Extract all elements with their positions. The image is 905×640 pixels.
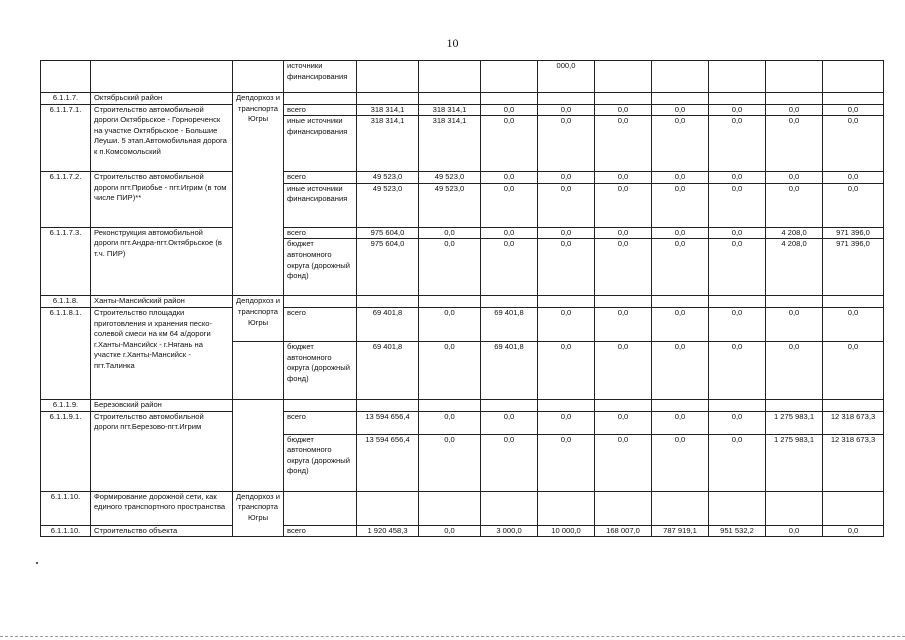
value-cell: 0,0 bbox=[709, 341, 766, 399]
value-cell: 0,0 bbox=[481, 434, 538, 491]
value-cell: 0,0 bbox=[481, 172, 538, 184]
value-cell: 69 401,8 bbox=[481, 307, 538, 341]
value-cell bbox=[709, 491, 766, 525]
value-cell bbox=[652, 296, 709, 308]
value-cell: 951 532,2 bbox=[709, 525, 766, 537]
table-row bbox=[41, 93, 884, 105]
value-cell bbox=[357, 296, 419, 308]
value-cell: 0,0 bbox=[481, 411, 538, 434]
row-source: бюджет автономного округа (дорожный фонд) bbox=[284, 434, 357, 491]
value-cell bbox=[538, 399, 595, 411]
value-cell bbox=[538, 491, 595, 525]
value-cell: 49 523,0 bbox=[419, 183, 481, 227]
value-cell: 0,0 bbox=[538, 116, 595, 172]
value-cell: 0,0 bbox=[595, 239, 652, 296]
value-cell: 0,0 bbox=[481, 239, 538, 296]
value-cell: 0,0 bbox=[481, 116, 538, 172]
row-code: 6.1.1.7. bbox=[41, 93, 91, 105]
table-row bbox=[41, 491, 884, 525]
value-cell bbox=[595, 296, 652, 308]
value-cell bbox=[595, 61, 652, 93]
row-source: бюджет автономного округа (дорожный фонд) bbox=[284, 341, 357, 399]
value-cell: 0,0 bbox=[709, 411, 766, 434]
value-cell bbox=[357, 61, 419, 93]
value-cell bbox=[419, 61, 481, 93]
budget-table bbox=[40, 60, 884, 537]
value-cell bbox=[709, 93, 766, 105]
row-executor: Депдорхоз и транспорта Югры bbox=[233, 93, 284, 296]
value-cell: 0,0 bbox=[538, 172, 595, 184]
value-cell: 0,0 bbox=[766, 104, 823, 116]
table-row bbox=[41, 296, 884, 308]
value-cell bbox=[709, 399, 766, 411]
value-cell: 0,0 bbox=[419, 411, 481, 434]
scan-dot bbox=[36, 562, 38, 564]
row-source: иные источники финансирования bbox=[284, 116, 357, 172]
value-cell: 13 594 656,4 bbox=[357, 411, 419, 434]
value-cell bbox=[357, 491, 419, 525]
value-cell: 787 919,1 bbox=[652, 525, 709, 537]
page-number: 10 bbox=[446, 36, 459, 50]
value-cell: 0,0 bbox=[652, 434, 709, 491]
row-executor: Депдорхоз и транспорта Югры bbox=[233, 296, 284, 342]
value-cell: 975 604,0 bbox=[357, 227, 419, 239]
table-row bbox=[41, 61, 884, 93]
value-cell: 0,0 bbox=[823, 104, 884, 116]
table-row bbox=[41, 307, 884, 341]
value-cell: 49 523,0 bbox=[357, 183, 419, 227]
row-name: Ханты-Мансийский район bbox=[91, 296, 233, 308]
value-cell: 000,0 bbox=[538, 61, 595, 93]
table-row bbox=[41, 411, 884, 434]
row-source bbox=[284, 93, 357, 105]
row-name: Формирование дорожной сети, как единого транспортного пространства bbox=[91, 491, 233, 525]
value-cell: 0,0 bbox=[766, 525, 823, 537]
value-cell: 1 275 983,1 bbox=[766, 411, 823, 434]
value-cell bbox=[709, 296, 766, 308]
row-name: Октябрьский район bbox=[91, 93, 233, 105]
value-cell bbox=[823, 61, 884, 93]
row-name: Строительство автомобильной дороги Октябрьское - Горнореченск на участке Октябрьское - Большие Леуши. 5 этап.Автомобильная дорога к п.Комсомольский bbox=[91, 104, 233, 172]
row-source: всего bbox=[284, 307, 357, 341]
value-cell: 0,0 bbox=[823, 307, 884, 341]
value-cell: 0,0 bbox=[652, 239, 709, 296]
value-cell: 0,0 bbox=[595, 411, 652, 434]
value-cell: 0,0 bbox=[538, 434, 595, 491]
value-cell: 0,0 bbox=[709, 104, 766, 116]
value-cell: 0,0 bbox=[652, 307, 709, 341]
value-cell: 0,0 bbox=[766, 341, 823, 399]
value-cell: 69 401,8 bbox=[357, 307, 419, 341]
value-cell: 49 523,0 bbox=[357, 172, 419, 184]
value-cell bbox=[709, 61, 766, 93]
value-cell: 0,0 bbox=[481, 227, 538, 239]
row-name: Березовский район bbox=[91, 399, 233, 411]
row-executor bbox=[233, 341, 284, 399]
value-cell: 0,0 bbox=[595, 183, 652, 227]
value-cell: 318 314,1 bbox=[357, 104, 419, 116]
row-code: 6.1.1.7.3. bbox=[41, 227, 91, 296]
value-cell bbox=[652, 93, 709, 105]
value-cell: 0,0 bbox=[652, 411, 709, 434]
row-code: 6.1.1.9. bbox=[41, 399, 91, 411]
value-cell: 0,0 bbox=[652, 183, 709, 227]
scan-edge-line bbox=[0, 636, 905, 638]
row-executor bbox=[233, 399, 284, 491]
value-cell: 0,0 bbox=[538, 104, 595, 116]
row-code: 6.1.1.7.2. bbox=[41, 172, 91, 228]
value-cell bbox=[823, 296, 884, 308]
value-cell: 0,0 bbox=[766, 172, 823, 184]
value-cell: 0,0 bbox=[823, 341, 884, 399]
value-cell: 0,0 bbox=[709, 116, 766, 172]
row-source: источники финансирования bbox=[284, 61, 357, 93]
value-cell: 0,0 bbox=[419, 307, 481, 341]
value-cell bbox=[419, 93, 481, 105]
value-cell bbox=[652, 399, 709, 411]
value-cell: 0,0 bbox=[823, 525, 884, 537]
value-cell bbox=[766, 61, 823, 93]
value-cell bbox=[481, 491, 538, 525]
value-cell: 0,0 bbox=[538, 227, 595, 239]
value-cell: 4 208,0 bbox=[766, 239, 823, 296]
value-cell: 0,0 bbox=[652, 227, 709, 239]
value-cell: 0,0 bbox=[823, 172, 884, 184]
table-row bbox=[41, 104, 884, 116]
value-cell: 12 318 673,3 bbox=[823, 434, 884, 491]
value-cell bbox=[823, 93, 884, 105]
row-source bbox=[284, 491, 357, 525]
value-cell: 0,0 bbox=[709, 183, 766, 227]
value-cell bbox=[766, 296, 823, 308]
value-cell: 4 208,0 bbox=[766, 227, 823, 239]
table-row bbox=[41, 227, 884, 239]
value-cell bbox=[357, 399, 419, 411]
value-cell: 0,0 bbox=[766, 116, 823, 172]
value-cell bbox=[595, 93, 652, 105]
value-cell: 0,0 bbox=[538, 183, 595, 227]
value-cell bbox=[766, 491, 823, 525]
value-cell: 0,0 bbox=[652, 104, 709, 116]
row-name: Строительство объекта bbox=[91, 525, 233, 537]
value-cell: 1 920 458,3 bbox=[357, 525, 419, 537]
value-cell: 318 314,1 bbox=[419, 104, 481, 116]
value-cell: 0,0 bbox=[652, 172, 709, 184]
value-cell: 0,0 bbox=[709, 307, 766, 341]
row-source: бюджет автономного округа (дорожный фонд) bbox=[284, 239, 357, 296]
value-cell: 0,0 bbox=[538, 239, 595, 296]
value-cell bbox=[419, 491, 481, 525]
value-cell: 0,0 bbox=[538, 341, 595, 399]
row-code: 6.1.1.8.1. bbox=[41, 307, 91, 399]
value-cell: 0,0 bbox=[595, 104, 652, 116]
value-cell: 0,0 bbox=[595, 434, 652, 491]
row-code bbox=[41, 61, 91, 93]
row-source: всего bbox=[284, 227, 357, 239]
value-cell: 0,0 bbox=[595, 307, 652, 341]
value-cell: 12 318 673,3 bbox=[823, 411, 884, 434]
value-cell: 0,0 bbox=[595, 227, 652, 239]
value-cell: 0,0 bbox=[766, 183, 823, 227]
value-cell: 318 314,1 bbox=[419, 116, 481, 172]
value-cell: 0,0 bbox=[709, 172, 766, 184]
value-cell bbox=[419, 399, 481, 411]
value-cell: 0,0 bbox=[481, 104, 538, 116]
value-cell: 69 401,8 bbox=[481, 341, 538, 399]
value-cell: 0,0 bbox=[652, 341, 709, 399]
row-source: всего bbox=[284, 411, 357, 434]
row-source bbox=[284, 399, 357, 411]
value-cell: 0,0 bbox=[481, 183, 538, 227]
row-name bbox=[91, 61, 233, 93]
value-cell bbox=[538, 296, 595, 308]
value-cell bbox=[481, 296, 538, 308]
value-cell: 971 396,0 bbox=[823, 239, 884, 296]
value-cell bbox=[481, 93, 538, 105]
value-cell: 0,0 bbox=[419, 525, 481, 537]
value-cell bbox=[766, 399, 823, 411]
row-name: Строительство автомобильной дороги пгт.Березово-пгт.Игрим bbox=[91, 411, 233, 491]
value-cell bbox=[595, 399, 652, 411]
value-cell: 49 523,0 bbox=[419, 172, 481, 184]
row-code: 6.1.1.7.1. bbox=[41, 104, 91, 172]
value-cell: 0,0 bbox=[595, 116, 652, 172]
value-cell bbox=[652, 61, 709, 93]
value-cell: 0,0 bbox=[595, 172, 652, 184]
value-cell: 0,0 bbox=[538, 411, 595, 434]
value-cell: 0,0 bbox=[709, 434, 766, 491]
value-cell: 0,0 bbox=[709, 239, 766, 296]
value-cell: 0,0 bbox=[595, 341, 652, 399]
value-cell bbox=[766, 93, 823, 105]
row-source: иные источники финансирования bbox=[284, 183, 357, 227]
value-cell: 975 604,0 bbox=[357, 239, 419, 296]
value-cell bbox=[357, 93, 419, 105]
row-code: 6.1.1.10. bbox=[41, 525, 91, 537]
value-cell bbox=[652, 491, 709, 525]
value-cell: 1 275 983,1 bbox=[766, 434, 823, 491]
value-cell bbox=[823, 491, 884, 525]
value-cell: 0,0 bbox=[709, 227, 766, 239]
row-source: всего bbox=[284, 104, 357, 116]
value-cell bbox=[481, 399, 538, 411]
row-name: Строительство площадки приготовления и хранения песко-солевой смеси на км 64 а/дороги г.Ханты-Мансийск - г.Нягань на участке г.Ханты-Мансийск - пгт.Талинка bbox=[91, 307, 233, 399]
row-source bbox=[284, 296, 357, 308]
row-code: 6.1.1.8. bbox=[41, 296, 91, 308]
row-name: Строительство автомобильной дороги пгт.Приобье - пгт.Игрим (в том числе ПИР)** bbox=[91, 172, 233, 228]
row-executor: Депдорхоз и транспорта Югры bbox=[233, 491, 284, 537]
value-cell: 0,0 bbox=[419, 341, 481, 399]
value-cell: 0,0 bbox=[652, 116, 709, 172]
value-cell: 0,0 bbox=[419, 434, 481, 491]
value-cell: 69 401,8 bbox=[357, 341, 419, 399]
value-cell: 13 594 656,4 bbox=[357, 434, 419, 491]
value-cell: 10 000,0 bbox=[538, 525, 595, 537]
value-cell: 0,0 bbox=[823, 183, 884, 227]
value-cell: 3 000,0 bbox=[481, 525, 538, 537]
value-cell: 168 007,0 bbox=[595, 525, 652, 537]
value-cell bbox=[595, 491, 652, 525]
value-cell: 0,0 bbox=[419, 239, 481, 296]
row-executor bbox=[233, 61, 284, 93]
row-source: всего bbox=[284, 525, 357, 537]
value-cell bbox=[538, 93, 595, 105]
row-code: 6.1.1.9.1. bbox=[41, 411, 91, 491]
value-cell: 0,0 bbox=[419, 227, 481, 239]
value-cell bbox=[481, 61, 538, 93]
table-row bbox=[41, 172, 884, 184]
value-cell bbox=[823, 399, 884, 411]
value-cell: 0,0 bbox=[538, 307, 595, 341]
value-cell: 0,0 bbox=[823, 116, 884, 172]
row-code: 6.1.1.10. bbox=[41, 491, 91, 525]
value-cell: 971 396,0 bbox=[823, 227, 884, 239]
table-row bbox=[41, 399, 884, 411]
value-cell: 318 314,1 bbox=[357, 116, 419, 172]
row-name: Реконструкция автомобильной дороги пгт.Андра-пгт.Октябрьское (в т.ч. ПИР) bbox=[91, 227, 233, 296]
row-source: всего bbox=[284, 172, 357, 184]
table-row bbox=[41, 525, 884, 537]
value-cell: 0,0 bbox=[766, 307, 823, 341]
value-cell bbox=[419, 296, 481, 308]
